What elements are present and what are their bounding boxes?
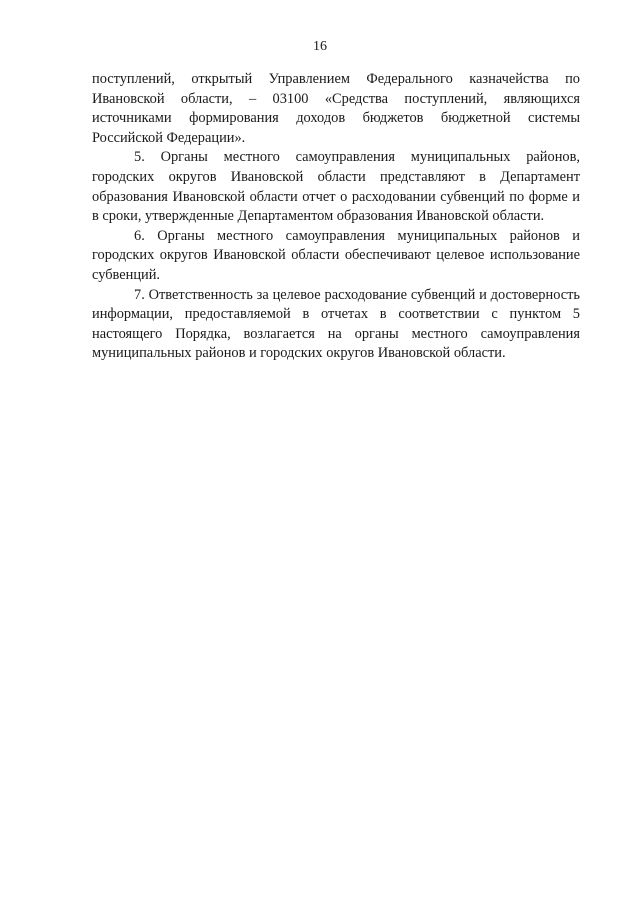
paragraph-continuation: поступлений, открытый Управлением Федерального казначейства по Ивановской области, – 03100 «Средства поступлений, являющихся источниками формирования доходов бюджетов бюджетной системы Российской Федерации». xyxy=(92,71,580,146)
paragraph-item-7: 7. Ответственность за целевое расходование субвенций и достоверность информации, предоставляемой в отчетах в соответствии с пунктом 5 настоящего Порядка, возлагается на органы местного самоуправления муниципальных районов и городских округов Ивановской области. xyxy=(92,286,580,362)
paragraph-item-6: 6. Органы местного самоуправления муниципальных районов и городских округов Ивановской области обеспечивают целевое использование субвенций. xyxy=(92,227,580,283)
paragraph-item-5: 5. Органы местного самоуправления муниципальных районов, городских округов Ивановской области представляют в Департамент образования Ивановской области отчет о расходовании субвенций по форме и в сроки, утвержденные Департаментом образования Ивановской области. xyxy=(92,149,580,225)
page-number: 16 xyxy=(313,39,327,54)
document-body xyxy=(92,70,580,364)
